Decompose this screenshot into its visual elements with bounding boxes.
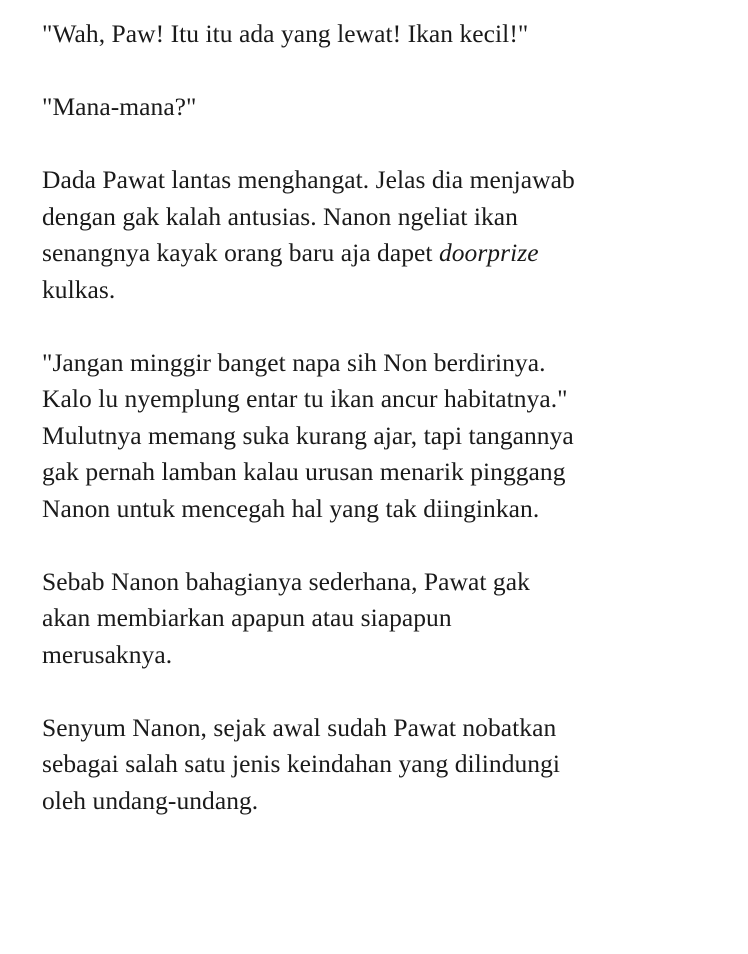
paragraph-dialogue-mana xyxy=(42,89,732,126)
italic-word: doorprize xyxy=(438,238,539,267)
text-line: Senyum Nanon, sejak awal sudah Pawat nobatkan xyxy=(42,712,557,742)
text-segment: senangnya kayak orang baru aja dapet xyxy=(42,238,439,267)
text-line: "Wah, Paw! Itu itu ada yang lewat! Ikan kecil!" xyxy=(42,19,529,48)
text-line-with-italic xyxy=(42,235,732,272)
text-line: "Jangan minggir banget napa sih Non berdirinya. xyxy=(42,347,546,377)
text-line: Mulutnya memang suka kurang ajar, tapi tangannya xyxy=(42,420,574,450)
text-line: dengan gak kalah antusias. Nanon ngeliat ikan xyxy=(42,201,518,231)
text-line: sebagai salah satu jenis keindahan yang dilindungi xyxy=(42,749,561,778)
paragraph-jangan-minggir xyxy=(42,345,732,528)
text-line: Kalo lu nyemplung entar tu ikan ancur habitatnya." xyxy=(42,384,568,413)
paragraph-dada-pawat xyxy=(42,162,732,308)
text-line: kulkas. xyxy=(42,274,116,304)
text-line: "Mana-mana?" xyxy=(42,92,197,121)
text-line: Sebab Nanon bahagianya sederhana, Pawat gak xyxy=(42,566,530,596)
paragraph-sebab-nanon xyxy=(42,564,732,674)
text-line: akan membiarkan apapun atau siapapun xyxy=(42,603,452,632)
text-line: Dada Pawat lantas menghangat. Jelas dia menjawab xyxy=(42,165,575,194)
paragraph-senyum-nanon xyxy=(42,710,732,820)
story-text xyxy=(42,16,732,856)
text-line: Nanon untuk mencegah hal yang tak diinginkan. xyxy=(42,493,540,523)
text-line: gak pernah lamban kalau urusan menarik pinggang xyxy=(42,457,566,486)
text-line: oleh undang-undang. xyxy=(42,785,259,815)
paragraph-dialogue-wah xyxy=(42,16,732,53)
text-line: merusaknya. xyxy=(42,639,173,669)
